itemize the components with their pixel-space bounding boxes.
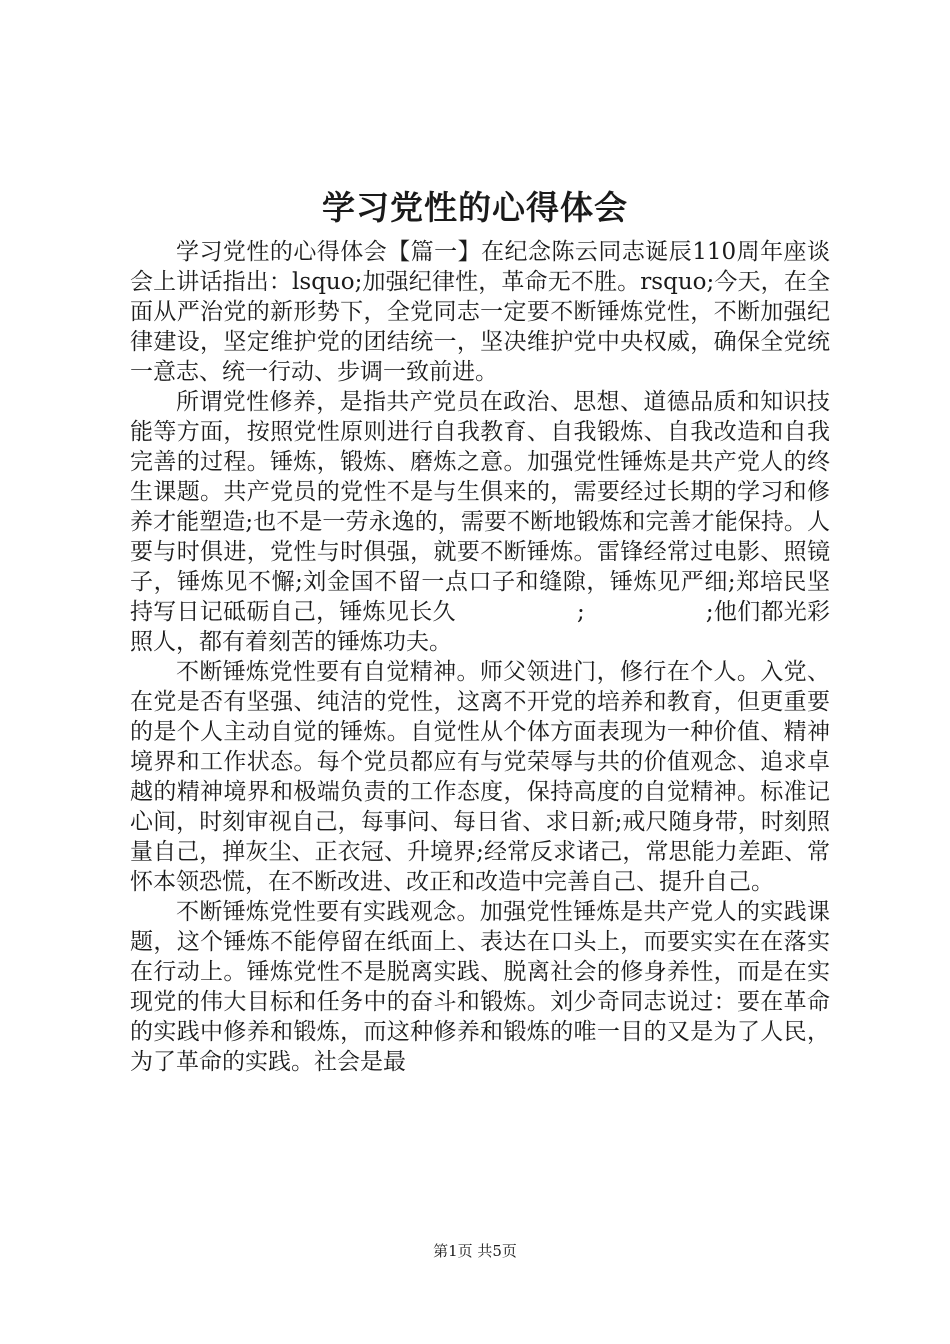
paragraph-2: 所谓党性修养，是指共产党员在政治、思想、道德品质和知识技能等方面，按照党性原则进行自我教育、自我锻炼、自我改造和自我完善的过程。锤炼，锻炼、磨炼之意。加强党性锤炼是共产党人的终生课题。共产党员的党性不是与生俱来的，需要经过长期的学习和修养才能塑造;也不是一劳永逸的，需要不断地锻炼和完善才能保持。人要与时俱进，党性与时俱强，就要不断锤炼。雷锋经常过电影、照镜子，锤炼见不懈;刘金国不留一点口子和缝隙，锤炼见严细;郑培民坚持写日记砥砺自己，锤炼见长久 ; ;他们都光彩照人，都有着刻苦的锤炼功夫。: [130, 389, 830, 655]
paragraph-4: 不断锤炼党性要有实践观念。加强党性锤炼是共产党人的实践课题，这个锤炼不能停留在纸面上、表达在口头上，而要实实在在落实在行动上。锤炼党性不是脱离实践、脱离社会的修身养性，而是在实现党的伟大目标和任务中的奋斗和锻炼。刘少奇同志说过：要在革命的实践中修养和锻炼，而这种修养和锻炼的唯一目的又是为了人民，为了革命的实践。社会是最: [130, 899, 830, 1075]
page-number-footer: 第1页 共5页: [433, 1242, 517, 1260]
document-body: [130, 237, 830, 1077]
paragraph-1: 学习党性的心得体会【篇一】在纪念陈云同志诞辰110周年座谈会上讲话指出：lsquo;加强纪律性，革命无不胜。rsquo;今天，在全面从严治党的新形势下，全党同志一定要不断锤炼党性，不断加强纪律建设，坚定维护党的团结统一，坚决维护党中央权威，确保全党统一意志、统一行动、步调一致前进。: [130, 239, 830, 385]
document-title: 学习党性的心得体会: [322, 188, 628, 227]
paragraph-3: 不断锤炼党性要有自觉精神。师父领进门，修行在个人。入党、在党是否有坚强、纯洁的党性，这离不开党的培养和教育，但更重要的是个人主动自觉的锤炼。自觉性从个体方面表现为一种价值、精神境界和工作状态。每个党员都应有与党荣辱与共的价值观念、追求卓越的精神境界和极端负责的工作态度，保持高度的自觉精神。标准记心间，时刻审视自己，每事问、每日省、求日新;戒尺随身带，时刻照量自己，掸灰尘、正衣冠、升境界;经常反求诸己，常思能力差距、常怀本领恐慌，在不断改进、改正和改造中完善自己、提升自己。: [130, 659, 830, 895]
